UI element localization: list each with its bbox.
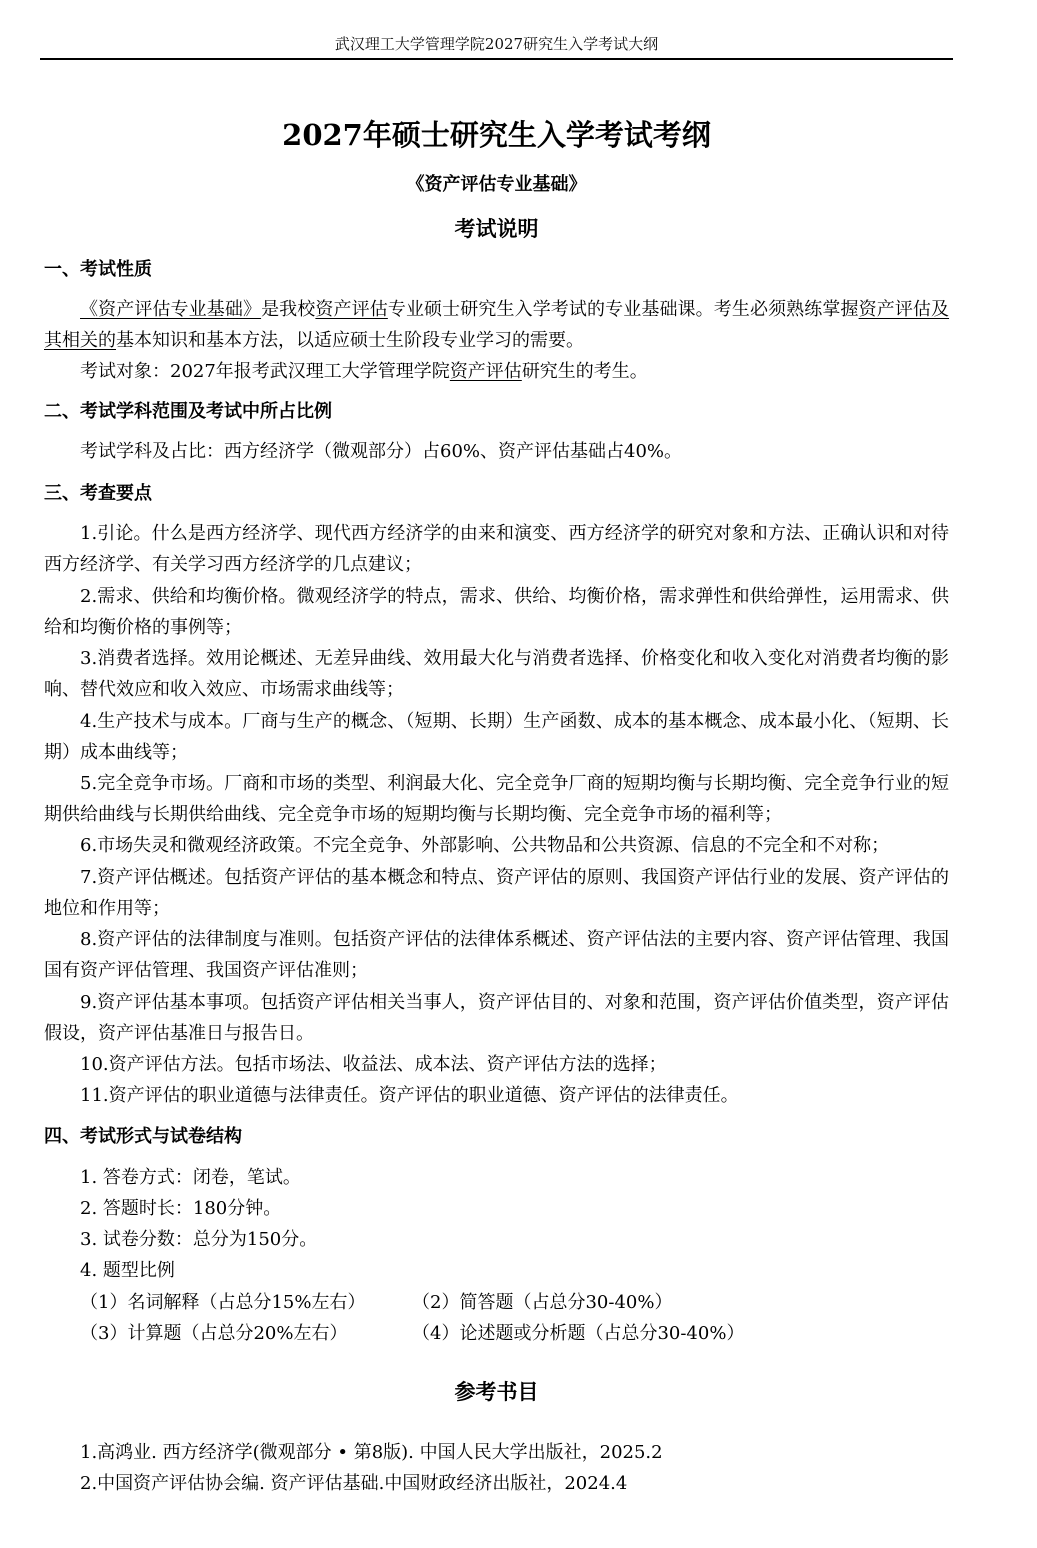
key-point-item: 5.完全竞争市场。厂商和市场的类型、利润最大化、完全竞争厂商的短期均衡与长期均衡、完全竞争行业的短期供给曲线与长期供给曲线、完全竞争市场的短期均衡与长期均衡、完全竞争市场的福利等； <box>44 773 949 825</box>
section-2-heading: 二、考试学科范围及考试中所占比例 <box>44 401 332 422</box>
text-fragment: 专业硕士研究生入学考试的专业基础课。考生必须熟练掌握 <box>387 299 859 320</box>
page-header: 武汉理工大学管理学院2027研究生入学考试大纲 <box>334 35 659 53</box>
section-1-heading: 一、考试性质 <box>44 259 152 280</box>
section-1-paragraph-1 <box>44 294 949 356</box>
course-name: 《资产评估专业基础》 <box>80 299 262 320</box>
section-4-heading: 四、考试形式与试卷结构 <box>44 1126 242 1147</box>
header-rule <box>40 58 953 60</box>
major-name: 资产评估 <box>449 361 522 382</box>
key-point-item: 7.资产评估概述。包括资产评估的基本概念和特点、资产评估的原则、我国资产评估行业的发展、资产评估的地位和作用等； <box>44 867 949 919</box>
section-3-heading: 三、考查要点 <box>44 483 152 504</box>
key-point-item: 2.需求、供给和均衡价格。微观经济学的特点，需求、供给、均衡价格，需求弹性和供给弹性，运用需求、供给和均衡价格的事例等； <box>44 586 949 638</box>
reference-item: 2.中国资产评估协会编. 资产评估基础.中国财政经济出版社，2024.4 <box>80 1473 628 1494</box>
text-fragment: 考试对象：2027年报考武汉理工大学管理学院 <box>80 361 450 382</box>
key-point-item: 10.资产评估方法。包括市场法、收益法、成本法、资产评估方法的选择； <box>80 1054 667 1075</box>
references-title: 参考书目 <box>454 1379 539 1404</box>
key-point-item: 1.引论。什么是西方经济学、现代西方经济学的由来和演变、西方经济学的研究对象和方法、正确认识和对待西方经济学、有关学习西方经济学的几点建议； <box>44 523 949 575</box>
exam-format-item: 3. 试卷分数：总分为150分。 <box>80 1229 318 1250</box>
key-point-item: 4.生产技术与成本。厂商与生产的概念、（短期、长期）生产函数、成本的基本概念、成本最小化、（短期、长期）成本曲线等； <box>44 711 949 763</box>
question-type: （1）名词解释（占总分15%左右） <box>80 1292 366 1313</box>
section-title: 考试说明 <box>454 216 539 241</box>
exam-format-item: 1. 答卷方式：闭卷，笔试。 <box>80 1167 301 1188</box>
key-point-item: 3.消费者选择。效用论概述、无差异曲线、效用最大化与消费者选择、价格变化和收入变化对消费者均衡的影响、替代效应和收入效应、市场需求曲线等； <box>44 648 949 700</box>
section-2-paragraph: 考试学科及占比：西方经济学（微观部分）占60%、资产评估基础占40%。 <box>80 441 683 462</box>
key-point-item: 8.资产评估的法律制度与准则。包括资产评估的法律体系概述、资产评估法的主要内容、资产评估管理、我国国有资产评估管理、我国资产评估准则； <box>44 929 949 981</box>
text-fragment: 基本知识和基本方法，以适应硕士生阶段专业学习的需要。 <box>116 330 584 351</box>
question-type: （3）计算题（占总分20%左右） <box>80 1323 348 1344</box>
reference-item: 1.高鸿业. 西方经济学(微观部分 • 第8版). 中国人民大学出版社，2025.2 <box>80 1442 663 1463</box>
key-point-item: 6.市场失灵和微观经济政策。不完全竞争、外部影响、公共物品和公共资源、信息的不完全和不对称； <box>80 835 890 856</box>
major-name: 资产评估 <box>315 299 388 320</box>
exam-format-item: 4. 题型比例 <box>80 1260 175 1281</box>
text-fragment: 是我校 <box>261 299 316 320</box>
key-point-item: 11.资产评估的职业道德与法律责任。资产评估的职业道德、资产评估的法律责任。 <box>80 1085 739 1106</box>
question-type: （4）论述题或分析题（占总分30-40%） <box>412 1323 745 1344</box>
exam-format-item: 2. 答题时长：180分钟。 <box>80 1198 282 1219</box>
knowledge-scope: 资产评估及其相关的 <box>44 299 950 351</box>
text-fragment: 研究生的考生。 <box>521 361 648 382</box>
document-subtitle: 《资产评估专业基础》 <box>406 174 587 195</box>
document-title: 2027年硕士研究生入学考试考纲 <box>282 118 711 152</box>
section-1-paragraph-2 <box>44 356 949 387</box>
question-type: （2）简答题（占总分30-40%） <box>412 1292 673 1313</box>
key-point-item: 9.资产评估基本事项。包括资产评估相关当事人，资产评估目的、对象和范围，资产评估价值类型，资产评估假设，资产评估基准日与报告日。 <box>44 992 949 1044</box>
